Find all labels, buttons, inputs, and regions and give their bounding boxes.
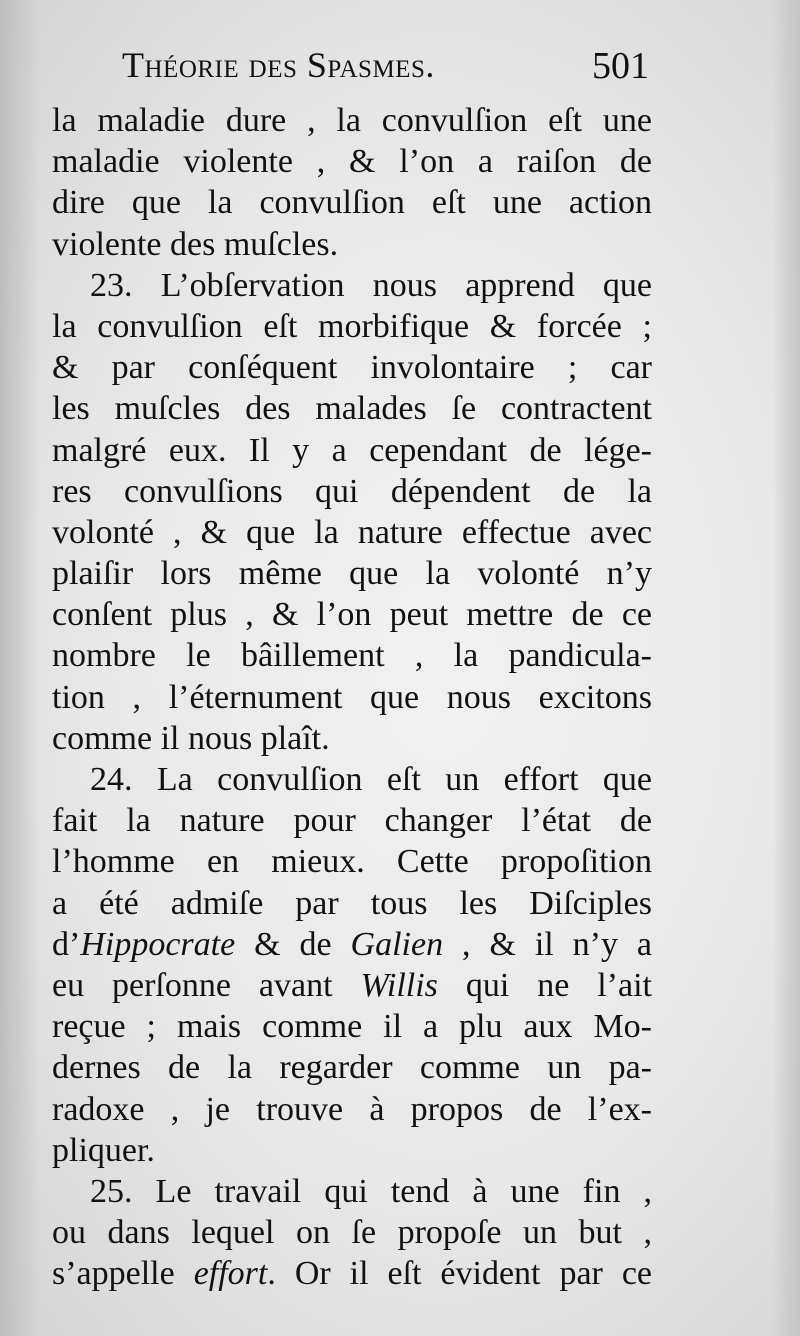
text-line: la maladie dure , la convulſion eſt une [52,102,652,139]
text-run: s’appelle [52,1255,194,1293]
text-line: reçue ; mais comme il a plu aux Mo- [52,1008,652,1046]
text-run: . Or il eſt évident par ce [267,1255,653,1293]
text-line: comme il nous plaît. [52,719,330,757]
page-header [52,44,660,94]
text-line: radoxe , je trouve à propos de l’ex- [52,1090,652,1128]
text-line: fait la nature pour changer l’état de [52,802,652,840]
text-line: res convulſions qui dépendent de la [52,472,652,510]
text-line: tion , l’éternument que nous excitons [52,678,652,716]
text-line: les muſcles des malades ſe contractent [52,390,652,428]
text-run: eu perſonne avant [52,966,361,1004]
italic-name: Galien [350,925,444,963]
text-line [52,1253,652,1294]
text-line: dire que la convulſion eſt une action [52,184,652,222]
text-line: nombre le bâillement , la pandicula- [52,637,652,675]
text-line: 23. L’obſervation nous apprend que [90,266,652,304]
text-line: violente des muſcles. [52,225,339,263]
text-run: d’ [52,925,81,963]
text-line: ou dans lequel on ſe propoſe un but , [52,1214,652,1252]
page-number: 501 [592,45,649,87]
text-line: conſent plus , & l’on peut mettre de ce [52,596,652,634]
body-text [52,100,652,1294]
text-run: & de [235,925,351,963]
text-line: plaiſir lors même que la volonté n’y [52,555,652,593]
text-line: 25. Le travail qui tend à une fin , [90,1172,652,1210]
running-title: Théorie des Spasmes. [122,45,435,85]
text-line: malgré eux. Il y a cependant de lége- [52,431,652,469]
italic-name: Willis [360,966,438,1004]
text-line [52,965,652,1006]
text-line: pliquer. [52,1131,155,1169]
text-line: l’homme en mieux. Cette propoſition [52,843,652,881]
text-line: a été admiſe par tous les Diſciples [52,884,652,922]
italic-name: Hippocrate [80,925,236,963]
text-line: dernes de la regarder comme un pa- [52,1049,652,1087]
text-line: la convulſion eſt morbifique & forcée ; [52,307,652,345]
text-line [52,924,652,965]
text-run: , & il n’y a [443,925,652,963]
text-line: & par conſéquent involontaire ; car [52,349,652,387]
italic-name: effort [193,1255,268,1293]
text-line: maladie violente , & l’on a raiſon de [52,143,652,181]
text-line: volonté , & que la nature effectue avec [52,513,652,551]
text-run: qui ne l’ait [437,966,652,1004]
text-line: 24. La convulſion eſt un effort que [90,761,652,798]
